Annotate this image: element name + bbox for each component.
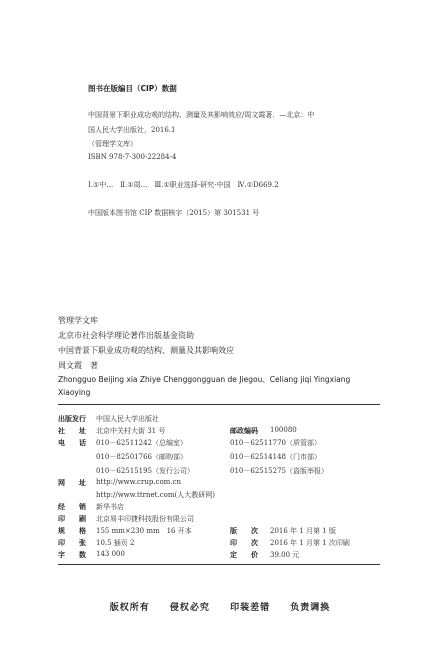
divider [58,404,380,405]
cip-entry-line: 国人民大学出版社，2016.1 [88,126,176,134]
pinyin-title-cont: Xiaoying [58,388,91,397]
field-value: 155 mm×230 mm 16 开本 [96,527,192,535]
field-label: 社 址 [58,427,86,435]
book-title: 中国背景下职业成功观的结构、测量及其影响效应 [58,346,234,355]
field-label: 网 址 [58,479,86,487]
rights-notice [0,600,440,613]
field-label: 经 销 [58,503,86,511]
rights-text: 版权所有 [109,603,150,613]
website-link[interactable]: http://www.ttrnet.com(人大教研网) [96,491,215,499]
field-label: 出版发行 [58,415,86,423]
field-label: 版 次 [230,527,258,535]
rights-text: 印装差错 [230,603,271,613]
field-label: 规 格 [58,527,86,535]
rights-text: 负责调换 [290,603,331,613]
fund-note: 北京市社会科学理论著作出版基金资助 [58,331,194,340]
publisher-row [58,490,380,502]
cip-isbn: ISBN 978-7-300-22284-4 [88,153,177,161]
field-value: 中国人民大学出版社 [96,415,159,423]
field-label: 印 次 [230,539,258,547]
field-value: 010－62511770（质管部） [230,439,321,447]
field-value: 北京中关村大街 31 号 [96,427,166,435]
field-value: 143 000 [96,550,125,558]
cip-series: （管理学文库） [88,140,137,148]
publisher-row [58,466,380,478]
field-value: 010－62514148（门市部） [230,453,321,461]
cip-classification: Ⅰ.①中… Ⅱ.①周… Ⅲ.①职业选择-研究-中国 Ⅳ.①D669.2 [88,181,279,189]
field-value: 2016 年 1 月第 1 次印刷 [270,539,350,547]
website-link[interactable]: http://www.crup.com.cn [96,478,181,486]
rights-text: 侵权必究 [169,603,210,613]
publisher-row [58,538,380,550]
field-value: 2016 年 1 月第 1 版 [270,527,336,535]
cip-record-number: 中国版本图书馆 CIP 数据核字（2015）第 301531 号 [88,209,260,217]
author: 周文霞 著 [58,361,98,370]
field-value: 10.5 插页 2 [96,539,135,547]
field-value: 010－62511242（总编室） [96,439,187,447]
cip-entry-line: 中国背景下职业成功观的结构、测量及其影响效应/周文霞著．—北京：中 [88,111,315,119]
publisher-row [58,452,380,464]
divider [58,564,380,565]
field-label: 电 话 [58,439,86,447]
field-value: 100080 [270,426,297,434]
field-label: 印 张 [58,539,86,547]
field-value: 010－62515275（盗版举报） [230,467,328,475]
field-label: 字 数 [58,551,86,559]
series-name: 管理学文库 [58,316,98,325]
field-label: 定 价 [230,551,258,559]
publisher-row [58,502,380,514]
publisher-row [58,526,380,538]
field-value: 010－82501766（邮购部） [96,453,187,461]
cip-heading: 图书在版编目（CIP）数据 [88,84,177,93]
field-value: 010－62515195（发行公司） [96,467,194,475]
publisher-row [58,478,380,490]
field-label: 印 刷 [58,515,86,523]
publisher-row [58,514,380,526]
pinyin-title: Zhongguo Beijing xia Zhiye Chenggongguan de Jiegou、Celiang jiqi Yingxiang [58,375,351,384]
field-value: 39.00 元 [270,551,300,559]
publisher-row [58,426,380,438]
field-value: 新华书店 [96,503,124,511]
field-label: 邮政编码 [230,427,258,435]
publisher-row [58,550,380,562]
field-value: 北京易丰印捷科技股份有限公司 [96,515,194,523]
publisher-row [58,438,380,450]
publisher-row [58,414,380,426]
